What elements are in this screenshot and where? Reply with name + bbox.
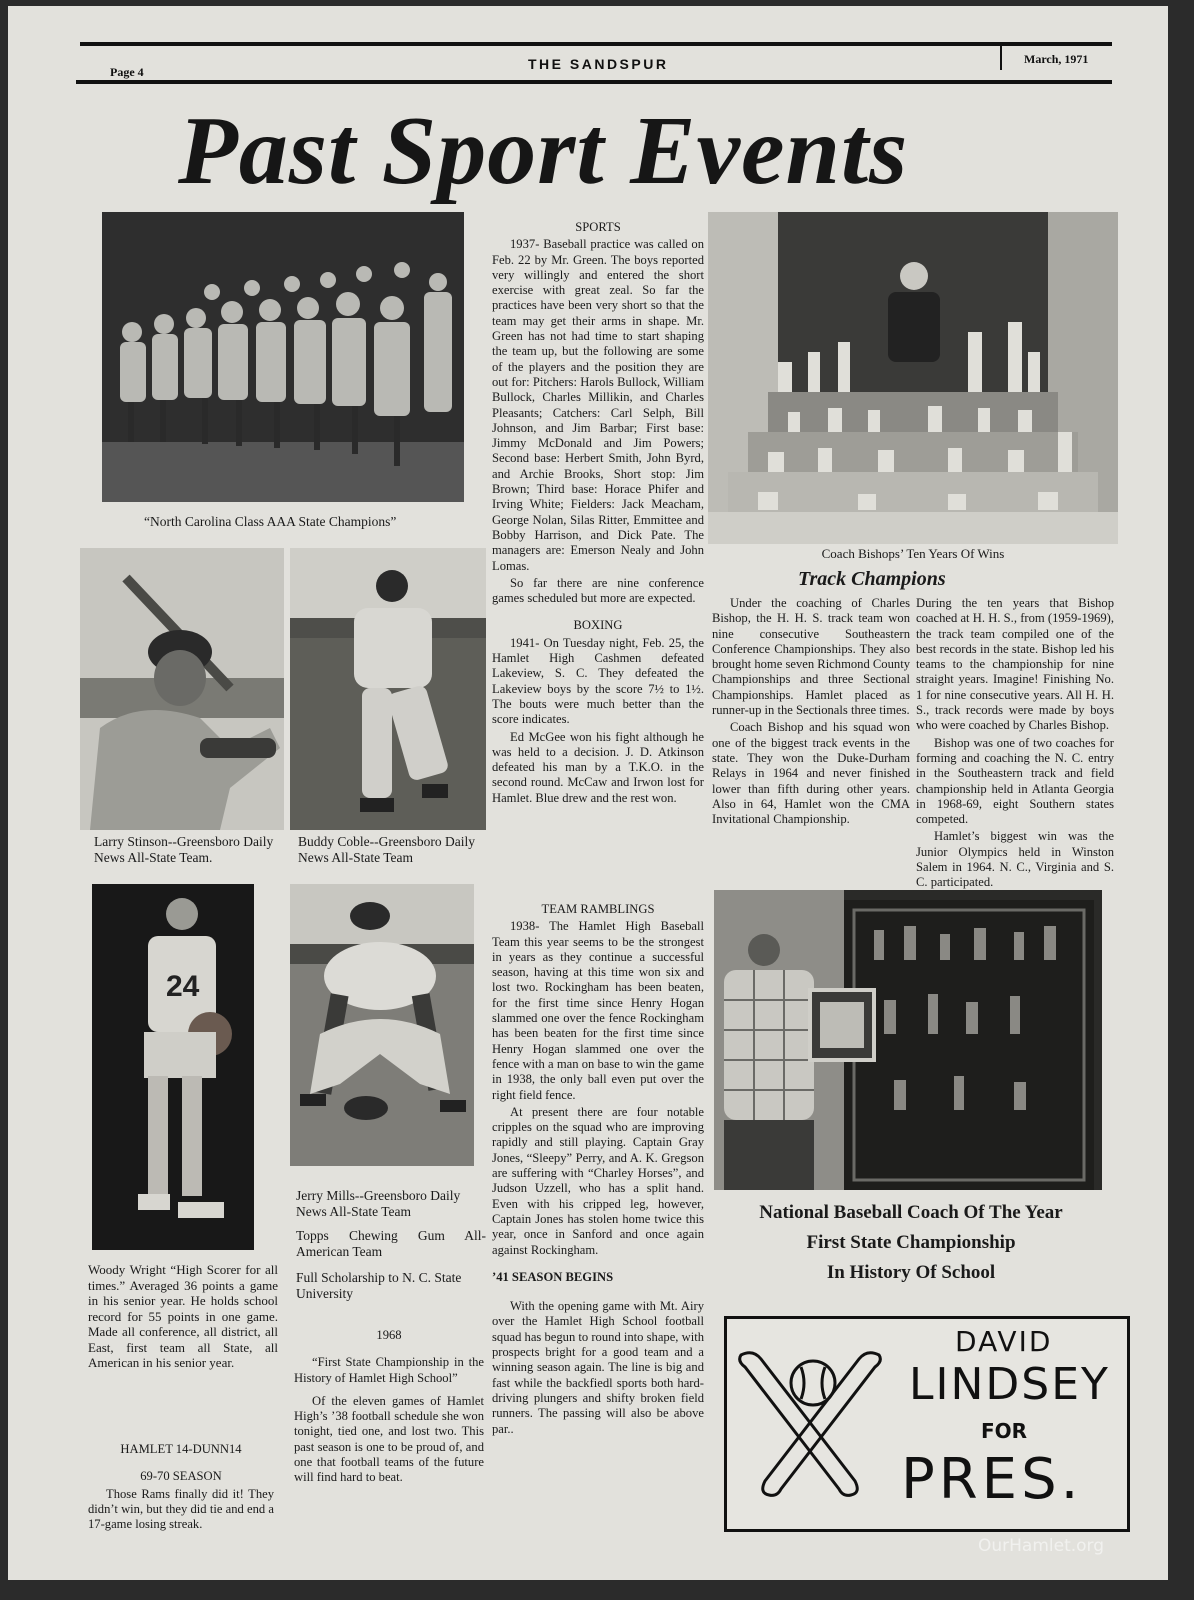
football-1968-body: Of the eleven games of Hamlet High’s ’38 football schedule she won tonight, tied one, and lost two. This past season is one to be proud of, and one that football teams of the future will find hard to beat.: [294, 1393, 484, 1485]
stinson-photo: [80, 548, 284, 830]
coach-caption-line-3: In History Of School: [826, 1262, 996, 1283]
sports-body-2: So far there are nine conference games scheduled but more are expected.: [492, 575, 704, 606]
mills-caption-3: Full Scholarship to N. C. State University: [296, 1270, 462, 1301]
page-number: Page 4: [110, 65, 144, 79]
track-column-1: [712, 596, 910, 876]
lindsey-poster: [724, 1316, 1130, 1532]
track-body-4: Bishop was one of two coaches for forming and coaching the N. C. entry in the Southeastern track and field championship held in Atlanta Georgia in 1968-69, eight Southern states competed.: [916, 735, 1114, 827]
ramblings-body-1: 1938- The Hamlet High Baseball Team this year seems to be the strongest in years as they continue a successful season, having at this time won six and lost two. Rockingham has been beaten, for the first time since Henry Hogan slammed one over the fence Rockingham has been beaten for the first time since Henry Hogan slammed one over the fence with a man on base to win the game in 1938, the only ball even put over the right field fence.: [492, 919, 704, 1102]
masthead-divider: [1000, 46, 1002, 70]
team-photo: [102, 212, 464, 502]
site-watermark: OurHamlet.org: [978, 1536, 1105, 1556]
masthead-bottom-rule: [76, 80, 1112, 84]
track-body-1: Under the coaching of Charles Bishop, the H. H. S. track team won nine consecutive Southeastern Conference Championships. They also brought home seven Richmond County Championships and three Sectional Championships. Hamlet placed as runner-up in the Sectionals three times.: [712, 596, 910, 718]
coach-plaque-photo: [714, 890, 1102, 1190]
football-1968-article: [294, 1324, 484, 1488]
boxing-body-2: Ed McGee won his fight although he was held to a decision. J. D. Atkinson defeated his man by a T.K.O. in the second round. McCaw and Irwon lost for Hamlet. Blue drew and the rest won.: [492, 729, 704, 805]
team-photo-caption: “North Carolina Class AAA State Champions”: [144, 514, 397, 529]
newspaper-page: [8, 6, 1168, 1580]
track-champions-title: Track Champions: [798, 568, 946, 590]
wright-photo: [92, 884, 254, 1250]
crossed-bats-icon: [735, 1343, 885, 1503]
svg-text:24: 24: [166, 970, 200, 1003]
hamlet-dunn-article: [88, 1438, 274, 1534]
track-body-2: Coach Bishop and his squad won one of the biggest track events in the state. They won the Duke-Durham Relays in 1964 and never finished lower than fifth during other years. Also in 64, Hamlet won the CMA Invitational Championship.: [712, 720, 910, 827]
season-41-heading: ’41 SEASON BEGINS: [492, 1269, 614, 1284]
coach-caption-line-2: First State Championship: [806, 1232, 1016, 1253]
season-41-body: With the opening game with Mt. Airy over the Hamlet High School football squad has begun to round into shape, with prospects bright for a good team and a winning season again. The line is big and fast while the backfiedl sports both hard-driving plungers and shifty broken field runners. The passing will also be above par..: [492, 1299, 704, 1436]
ramblings-column: [492, 898, 704, 1538]
ramblings-body-2: At present there are four notable cripples on the squad who are improving rapidly and still playing. Captain Gray Jones, “Sleepy” Perry, and A. K. Gregson are suffering with “Charley Horses”, and Judson Uzzell, who has a split hand. Even with his cripped leg, however, Captain Jones has stolen home twice this year, once in Sanford and once again against Rockingham.: [492, 1104, 704, 1257]
boxing-heading: BOXING: [573, 618, 623, 633]
sports-column: [492, 216, 704, 886]
masthead-top-rule: [80, 42, 1112, 46]
hamlet-dunn-body: Those Rams finally did it! They didn’t win, but they did tie and end a 17-game losing streak.: [88, 1486, 274, 1532]
issue-date: March, 1971: [1024, 52, 1089, 66]
page-title: Past Sport Events: [178, 97, 909, 205]
boxing-body-1: 1941- On Tuesday night, Feb. 25, the Hamlet High Cashmen defeated Lakeview, S. C. They defeated the Lakeview boys by the score 7½ to 1½. The bouts were much better than the score indicates.: [492, 635, 704, 727]
football-1968-quote: “First State Championship in the History of Hamlet High School”: [294, 1355, 484, 1385]
poster-line-4: PRES.: [901, 1447, 1083, 1512]
trophies-photo: [708, 212, 1118, 544]
trophies-caption: Coach Bishops’ Ten Years Of Wins: [821, 546, 1005, 561]
mills-caption-1: Jerry Mills--Greensboro Daily News All-State Team: [296, 1188, 461, 1219]
sports-heading: SPORTS: [575, 220, 621, 234]
hamlet-dunn-season: 69-70 SEASON: [140, 1469, 222, 1484]
ramblings-heading: TEAM RAMBLINGS: [541, 902, 655, 916]
poster-line-3: FOR: [981, 1419, 1028, 1443]
track-body-5: Hamlet’s biggest win was the Junior Olympics held in Winston Salem in 1964. N. C., Virginia and S. C. participated.: [916, 829, 1114, 890]
sports-body-1: 1937- Baseball practice was called on Feb. 22 by Mr. Green. The boys reported very willingly and entered the short exercise with great zeal. So far the practices have been very short so that the team may get their arms in shape. Mr. Green has not had time to start shaping the team up, but the following are some of the players and the position they are out for: Pitchers: Harols Bullock, William Bullock, Charles Millikin, and Charles Pleasants; Catchers: Carl Selph, Bill Johnson, and Jim Barbar; First base: Jimmy McDonald and Jim Powers; Second base: Herbert Smith, John Byrd, and Archie Brooks, Short stop: Jim Brown; Third base: Horace Phifer and Irving White; Fielders: Jack Meacham, George Nolan, Silas Ritter, Emmittee and Bobby Harrison, and Dick Pate. The managers are: Emerson Nealy and John Lomas.: [492, 237, 704, 573]
poster-line-2: LINDSEY: [909, 1359, 1110, 1410]
paper-name: THE SANDSPUR: [528, 56, 669, 72]
stinson-caption: Larry Stinson--Greensboro Daily News All-State Team.: [94, 834, 274, 865]
coble-caption: Buddy Coble--Greensboro Daily News All-State Team: [298, 834, 475, 865]
track-column-2: [916, 596, 1114, 890]
coach-caption-line-1: National Baseball Coach Of The Year: [759, 1202, 1063, 1223]
mills-caption-2: Topps Chewing Gum All-American Team: [296, 1228, 486, 1259]
wright-caption: Woody Wright “High Scorer for all times.” Averaged 36 points a game in his senior year. He holds school record for 55 points in one game. Made all conference, all district, all East, first team all State, all American in his senior year.: [88, 1262, 278, 1370]
coble-photo: [290, 548, 486, 830]
hamlet-dunn-heading: HAMLET 14-DUNN14: [120, 1442, 242, 1456]
coach-caption: [714, 1198, 1108, 1288]
track-body-3: During the ten years that Bishop coached at H. H. S., from (1959-1969), the track team compiled one of the best records in the state. Bishop led his teams to the championship for nine straight years. Imagine! Finishing No. 1 for nine consecutive years. All H. H. S., track records were made by boys who were coached by Charles Bishop.: [916, 596, 1114, 733]
mills-photo: [290, 884, 474, 1166]
football-1968-year: 1968: [376, 1328, 402, 1342]
poster-line-1: DAVID: [955, 1325, 1053, 1358]
